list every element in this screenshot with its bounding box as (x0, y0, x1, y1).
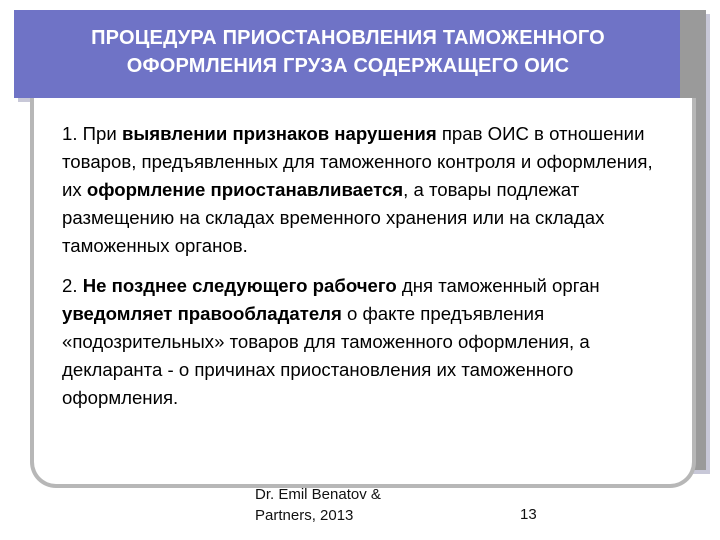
paragraph-2-bold-1: Не позднее следующего рабочего (82, 275, 397, 296)
content-body (62, 120, 662, 424)
paragraph-1-bold-2: оформление приостанавливается (86, 179, 404, 200)
title-banner (14, 10, 698, 98)
paragraph-2 (62, 272, 662, 412)
paragraph-1-bold-1: выявлении признаков нарушения (121, 123, 437, 144)
paragraph-2-text-1: дня таможенный орган (396, 275, 600, 296)
footer-credit (255, 484, 435, 526)
paragraph-1 (62, 120, 662, 260)
page-number: 13 (520, 506, 537, 523)
paragraph-1-text-2: , а товары подлежат размещению на складах временного хранения или на складах таможенных органов. (62, 179, 605, 256)
paragraph-2-lead: 2. (62, 275, 83, 296)
title-line-1: ПРОЦЕДУРА ПРИОСТАНОВЛЕНИЯ ТАМОЖЕННОГО (91, 27, 605, 49)
slide-title (28, 24, 668, 80)
paragraph-2-bold-2: уведомляет правообладателя (62, 303, 342, 324)
paragraph-2-text-2: о факте предъявления «подозрительных» товаров для таможенного оформления, а декларанта - о причинах приостановления их таможенного оформления. (62, 303, 590, 408)
title-line-2: ОФОРМЛЕНИЯ ГРУЗА СОДЕРЖАЩЕГО ОИС (126, 55, 570, 77)
footer-credit-line-1: Dr. Emil Benatov & (255, 486, 381, 503)
paragraph-1-text-1: прав ОИС в отношении товаров, предъявленных для таможенного контроля и оформления, их (62, 123, 653, 200)
paragraph-1-lead: 1. При (62, 123, 122, 144)
footer-credit-line-2: Partners, 2013 (255, 507, 354, 524)
